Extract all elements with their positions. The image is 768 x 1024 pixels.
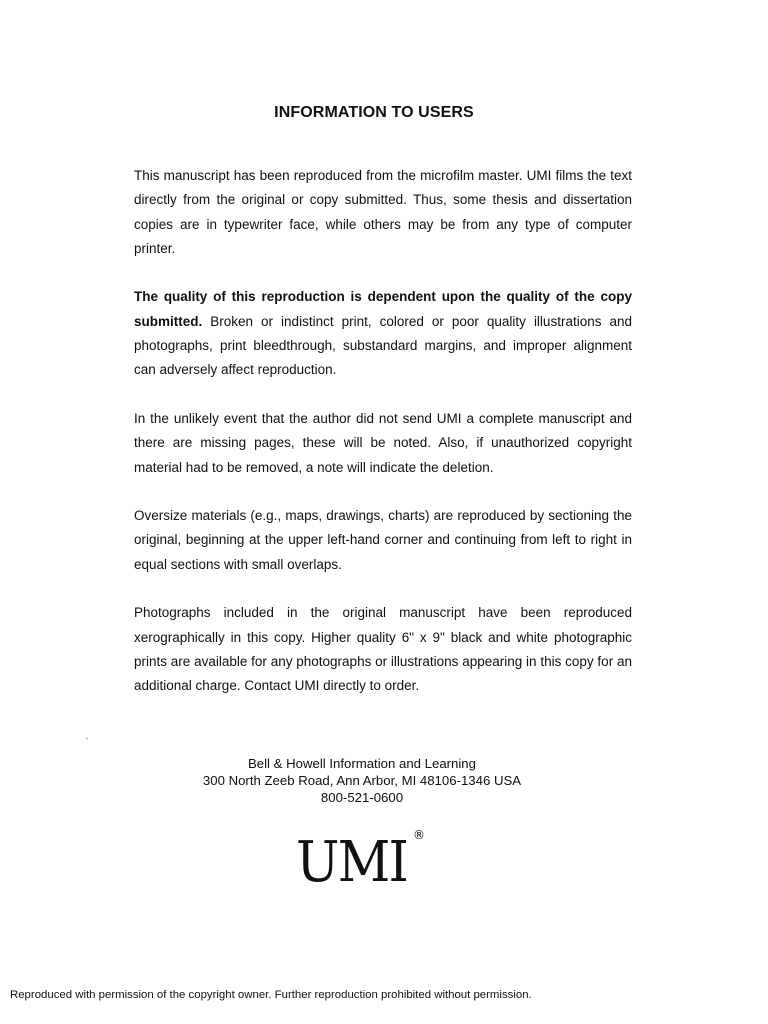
address-line-street: 300 North Zeeb Road, Ann Arbor, MI 48106-1346 USA bbox=[202, 773, 522, 788]
umi-logo bbox=[296, 828, 436, 898]
address-line-phone: 800-521-0600 bbox=[320, 790, 404, 805]
permission-footer: Reproduced with permission of the copyright owner. Further reproduction prohibited without permission. bbox=[10, 989, 532, 1001]
paragraph-lead-bold: The quality of this reproduction is dependent upon the quality of the copy submitted. bbox=[134, 289, 632, 329]
paragraph-text: In the unlikely event that the author did not send UMI a complete manuscript and there are missing pages, these will be noted. Also, if unauthorized copyright material had to be removed, a note will indicate the deletion. bbox=[134, 410, 632, 475]
paragraph-quality bbox=[134, 285, 632, 382]
page-title: INFORMATION TO USERS bbox=[274, 104, 474, 121]
paragraph-microfilm bbox=[134, 164, 632, 261]
paragraph-oversize bbox=[134, 504, 632, 577]
umi-logo-text: UMI bbox=[296, 830, 408, 895]
paragraph-missing-pages bbox=[134, 407, 632, 480]
paragraph-photographs bbox=[134, 601, 632, 698]
address-line-company: Bell & Howell Information and Learning bbox=[248, 756, 476, 771]
scan-speck bbox=[86, 738, 88, 739]
registered-mark-icon: ® bbox=[413, 828, 425, 842]
paragraph-text: This manuscript has been reproduced from the microfilm master. UMI films the text directly from the original or copy submitted. Thus, some thesis and dissertation copies are in typewriter face, while others may be from any type of computer printer. bbox=[134, 168, 632, 256]
paragraph-text: Oversize materials (e.g., maps, drawings, charts) are reproduced by sectioning the original, beginning at the upper left-hand corner and continuing from left to right in equal sections with small overlaps. bbox=[134, 508, 632, 572]
body-text bbox=[134, 164, 632, 723]
paragraph-text: Broken or indistinct print, colored or poor quality illustrations and photographs, print bleedthrough, substandard margins, and improper alignment can adversely affect reproduction. bbox=[134, 313, 632, 378]
publisher-address bbox=[0, 755, 724, 806]
paragraph-text: Photographs included in the original manuscript have been reproduced xerographically in this copy. Higher quality 6" x 9" black and white photographic prints are available for any photographs or illustrations appearing in this copy for an additional charge. Contact UMI directly to order. bbox=[134, 605, 632, 694]
